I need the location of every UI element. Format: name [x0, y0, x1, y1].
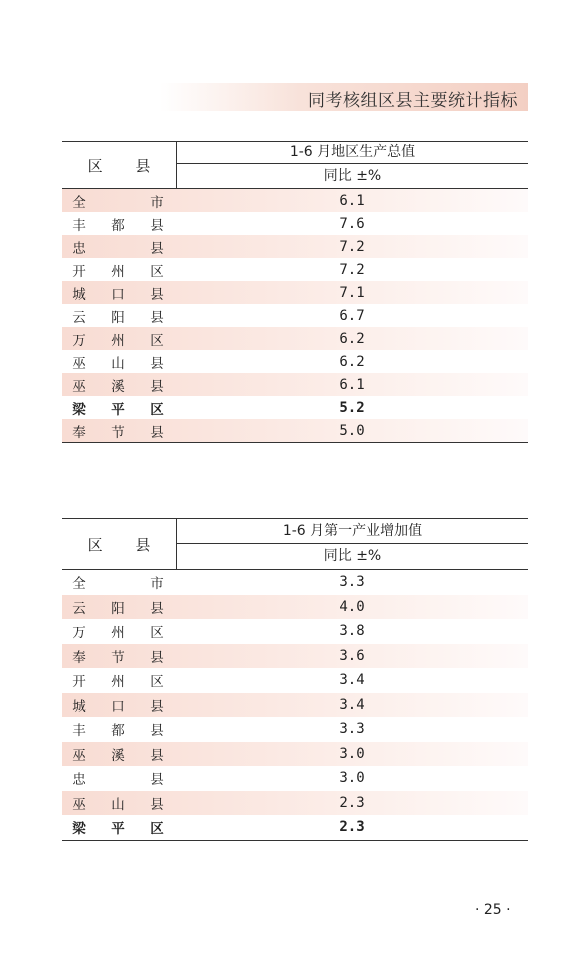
district-name-char: 巫 — [72, 355, 86, 372]
yoy-value: 3.3 — [339, 721, 365, 738]
district-name — [62, 670, 176, 690]
district-name-char: 万 — [72, 625, 86, 642]
table-row — [62, 189, 528, 212]
yoy-value: 7.6 — [339, 215, 365, 232]
district-name-char: 区 — [150, 821, 164, 838]
header-yoy: 同比 ±% — [323, 548, 382, 564]
district-name-char: 口 — [111, 286, 125, 303]
table-row — [62, 815, 528, 840]
district-name-char: 县 — [150, 240, 164, 257]
district-name-char: 县 — [150, 309, 164, 326]
table-row — [62, 350, 528, 373]
yoy-value: 6.1 — [339, 376, 365, 393]
district-name-char — [111, 191, 125, 211]
yoy-value: 3.8 — [339, 623, 365, 640]
district-name-char: 万 — [72, 332, 86, 349]
district-name-char: 都 — [111, 723, 125, 740]
table-header — [62, 141, 528, 189]
district-name — [62, 329, 176, 349]
yoy-value: 3.0 — [339, 745, 365, 762]
district-name-char: 城 — [72, 286, 86, 303]
district-name-char: 节 — [111, 424, 125, 441]
yoy-value: 4.0 — [339, 598, 365, 615]
district-name — [62, 260, 176, 280]
district-name-char: 溪 — [111, 378, 125, 395]
district-name-char: 县 — [150, 796, 164, 813]
district-name — [62, 719, 176, 739]
district-name-char — [111, 237, 125, 257]
district-name-char: 市 — [150, 576, 164, 593]
district-name-char: 阳 — [111, 600, 125, 617]
district-name-char: 全 — [72, 194, 86, 211]
yoy-value: 6.2 — [339, 330, 365, 347]
district-name-char: 区 — [150, 674, 164, 691]
district-name-char: 云 — [72, 309, 86, 326]
district-name-char: 州 — [111, 332, 125, 349]
district-name — [62, 572, 176, 592]
district-name — [62, 214, 176, 234]
section-banner — [160, 83, 528, 111]
district-name-char: 县 — [150, 217, 164, 234]
district-name-char: 县 — [150, 600, 164, 617]
district-name-char: 丰 — [72, 217, 86, 234]
table-row — [62, 570, 528, 595]
district-name — [62, 695, 176, 715]
gdp-table — [62, 141, 528, 443]
yoy-value: 3.6 — [339, 647, 365, 664]
district-name-char: 州 — [111, 674, 125, 691]
district-name — [62, 283, 176, 303]
yoy-value: 7.2 — [339, 261, 365, 278]
district-name-char: 区 — [150, 625, 164, 642]
yoy-value: 3.4 — [339, 696, 365, 713]
district-name-char: 市 — [150, 194, 164, 211]
district-name-char: 平 — [111, 821, 125, 838]
district-name-char: 口 — [111, 698, 125, 715]
table-row — [62, 396, 528, 419]
district-name-char: 区 — [150, 263, 164, 280]
district-name-char: 山 — [111, 796, 125, 813]
district-name-char: 梁 — [72, 401, 86, 418]
district-name-char: 开 — [72, 263, 86, 280]
yoy-value: 6.2 — [339, 353, 365, 370]
district-name-char: 区 — [150, 332, 164, 349]
table-row — [62, 235, 528, 258]
district-name — [62, 191, 176, 211]
district-name-char: 县 — [150, 355, 164, 372]
district-name-char: 开 — [72, 674, 86, 691]
section-title: 同考核组区县主要统计指标 — [308, 91, 518, 111]
district-name-char: 阳 — [111, 309, 125, 326]
district-name-char: 丰 — [72, 723, 86, 740]
district-name-char — [111, 572, 125, 592]
table-row — [62, 595, 528, 620]
district-name-char: 县 — [150, 649, 164, 666]
district-name-char: 都 — [111, 217, 125, 234]
district-name-char: 忠 — [72, 240, 86, 257]
district-name-char: 县 — [150, 286, 164, 303]
yoy-value: 5.0 — [339, 422, 365, 439]
district-name — [62, 398, 176, 418]
table-row — [62, 668, 528, 693]
yoy-value: 2.3 — [339, 794, 365, 811]
district-name-char: 县 — [150, 723, 164, 740]
district-name-char: 县 — [150, 424, 164, 441]
district-name-char: 全 — [72, 576, 86, 593]
yoy-value: 7.1 — [339, 284, 365, 301]
yoy-value: 3.3 — [339, 574, 365, 591]
yoy-value: 6.7 — [339, 307, 365, 324]
district-name-char: 县 — [150, 378, 164, 395]
table-row — [62, 766, 528, 791]
header-district: 区 县 — [62, 519, 177, 569]
district-name-char: 巫 — [72, 796, 86, 813]
table-header — [62, 518, 528, 570]
district-name-char: 云 — [72, 600, 86, 617]
yoy-value: 5.2 — [339, 399, 365, 416]
table-body — [62, 189, 528, 443]
yoy-value: 2.3 — [339, 819, 365, 836]
header-yoy: 同比 ±% — [323, 168, 382, 184]
district-name-char: 奉 — [72, 649, 86, 666]
table-row — [62, 791, 528, 816]
district-name-char: 县 — [150, 772, 164, 789]
page-number: · 25 · — [475, 902, 511, 918]
district-name-char: 巫 — [72, 747, 86, 764]
table-body — [62, 570, 528, 841]
district-name — [62, 597, 176, 617]
header-district: 区 县 — [62, 142, 177, 188]
district-name — [62, 306, 176, 326]
table-row — [62, 742, 528, 767]
table-row — [62, 693, 528, 718]
district-name-char — [111, 768, 125, 788]
district-name — [62, 621, 176, 641]
district-name-char: 平 — [111, 401, 125, 418]
district-name — [62, 237, 176, 257]
district-name-char: 忠 — [72, 772, 86, 789]
district-name-char: 城 — [72, 698, 86, 715]
table-row — [62, 717, 528, 742]
district-name-char: 县 — [150, 747, 164, 764]
table-row — [62, 304, 528, 327]
table-row — [62, 281, 528, 304]
district-name — [62, 768, 176, 788]
district-name-char: 巫 — [72, 378, 86, 395]
yoy-value: 3.4 — [339, 672, 365, 689]
district-name-char: 梁 — [72, 821, 86, 838]
district-name — [62, 793, 176, 813]
table-row — [62, 644, 528, 669]
primary-industry-table — [62, 518, 528, 841]
district-name-char: 州 — [111, 625, 125, 642]
header-indicator: 1-6 月第一产业增加值 — [177, 519, 528, 544]
yoy-value: 3.0 — [339, 770, 365, 787]
table-row — [62, 373, 528, 396]
district-name-char: 奉 — [72, 424, 86, 441]
district-name-char: 山 — [111, 355, 125, 372]
district-name — [62, 421, 176, 441]
district-name-char: 区 — [150, 401, 164, 418]
yoy-value: 6.1 — [339, 192, 365, 209]
district-name-char: 节 — [111, 649, 125, 666]
yoy-value: 7.2 — [339, 238, 365, 255]
district-name-char: 溪 — [111, 747, 125, 764]
district-name — [62, 646, 176, 666]
district-name-char: 州 — [111, 263, 125, 280]
district-name-char: 县 — [150, 698, 164, 715]
district-name — [62, 352, 176, 372]
table-row — [62, 258, 528, 281]
table-row — [62, 619, 528, 644]
table-row — [62, 212, 528, 235]
header-indicator: 1-6 月地区生产总值 — [177, 142, 528, 164]
table-row — [62, 419, 528, 442]
table-row — [62, 327, 528, 350]
district-name — [62, 375, 176, 395]
district-name — [62, 817, 176, 837]
district-name — [62, 744, 176, 764]
